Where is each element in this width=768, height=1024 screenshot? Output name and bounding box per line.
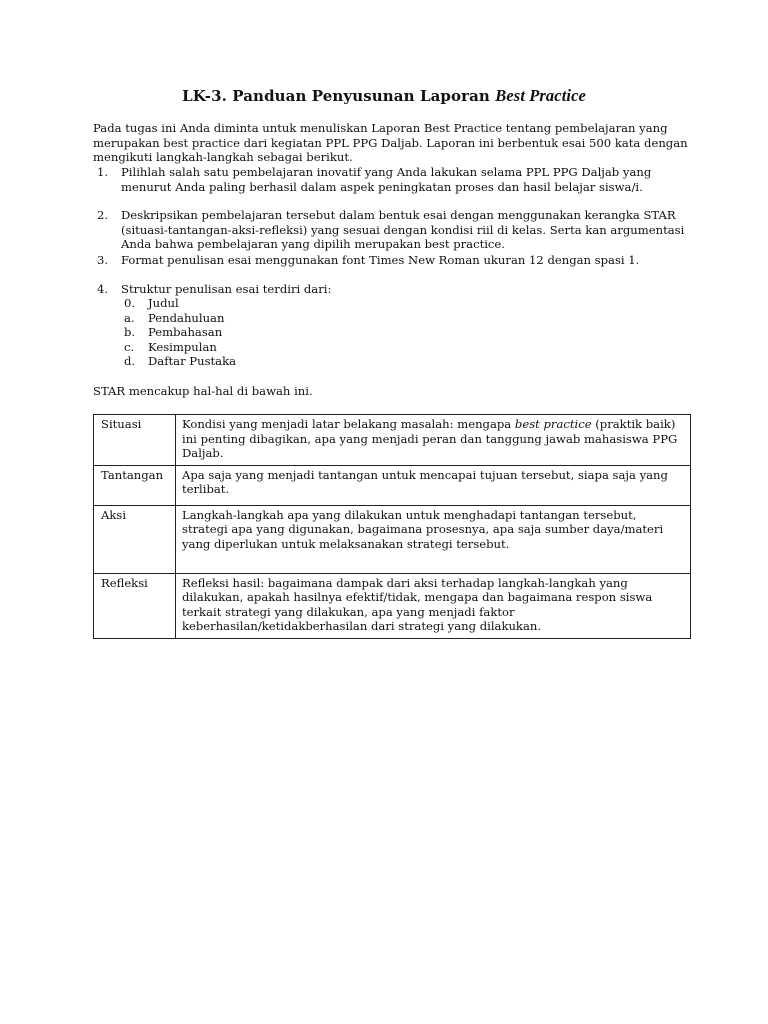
row-desc-post: (praktik baik) ini penting dibagikan, apa yang menjadi peran dan tanggung jawab mahasiswa PPG Daljab.: [182, 417, 678, 460]
row-desc: Apa saja yang menjadi tantangan untuk mencapai tujuan tersebut, siapa saja yang terlibat.: [176, 465, 691, 505]
structure-item: [122, 311, 236, 326]
row-desc: Refleksi hasil: bagaimana dampak dari aksi terhadap langkah-langkah yang dilakukan, apakah hasilnya efektif/tidak, mengapa dan bagaimana respon siswa terkait strategi yang dilakukan, apa yang menjadi faktor keberhasilan/ketidakberhasilan dari strategi yang dilakukan.: [176, 573, 691, 638]
step-text: Struktur penulisan esai terdiri dari:: [121, 282, 332, 296]
step-text: Deskripsikan pembelajaran tersebut dalam bentuk esai dengan menggunakan kerangka STAR (situasi-tantangan-aksi-refleksi) yang sesuai dengan kondisi riil di kelas. Serta kan argumentasi Anda bahwa pembelajaran yang dipilih merupakan best practice.: [121, 208, 685, 251]
row-key: Situasi: [94, 415, 176, 466]
structure-text: Judul: [148, 296, 179, 310]
step-number: 2.: [97, 208, 109, 222]
steps-list: [93, 282, 688, 297]
intro-paragraph: Pada tugas ini Anda diminta untuk menuliskan Laporan Best Practice tentang pembelajaran yang merupakan best practice dari kegiatan PPL PPG Daljab. Laporan ini berbentuk esai 500 kata dengan mengikuti langkah-langkah sebagai berikut.: [93, 121, 688, 164]
star-note: STAR mencakup hal-hal di bawah ini.: [93, 384, 313, 398]
steps-list: [93, 253, 688, 268]
step-item: [93, 165, 688, 194]
structure-text: Daftar Pustaka: [148, 354, 237, 369]
step-text: Format penulisan esai menggunakan font Times New Roman ukuran 12 dengan spasi 1.: [121, 253, 640, 267]
row-desc-italic: best practice: [514, 417, 592, 431]
step-text: Pilihlah salah satu pembelajaran inovatif yang Anda lakukan selama PPL PPG Daljab yang menurut Anda paling berhasil dalam aspek peningkatan proses dan hasil belajar siswa/i.: [121, 165, 652, 194]
steps-list: [93, 165, 688, 194]
row-desc: Langkah-langkah apa yang dilakukan untuk menghadapi tantangan tersebut, strategi apa yang digunakan, bagaimana prosesnya, apa saja sumber daya/materi yang diperlukan untuk melaksanakan strategi tersebut.: [176, 505, 691, 573]
structure-text: Kesimpulan: [148, 339, 217, 354]
structure-number: 0.: [124, 296, 136, 310]
table-row: [94, 573, 691, 638]
structure-number: b.: [124, 325, 136, 340]
structure-number: c.: [124, 339, 135, 354]
page-title: [0, 86, 768, 106]
table-row: [94, 415, 691, 466]
steps-list: [93, 208, 688, 252]
step-number: 1.: [97, 165, 109, 179]
structure-text: Pendahuluan: [148, 310, 225, 325]
row-key: Tantangan: [94, 465, 176, 505]
step-item: [93, 208, 688, 252]
star-table: [93, 414, 691, 639]
structure-number: a.: [124, 310, 135, 325]
structure-text: Pembahasan: [148, 325, 223, 340]
row-desc: [176, 415, 691, 466]
structure-item: [122, 325, 236, 340]
structure-item: [122, 340, 236, 355]
structure-list: [122, 296, 236, 369]
step-item: [93, 282, 688, 297]
row-desc-pre: Kondisi yang menjadi latar belakang masalah: mengapa: [182, 417, 515, 431]
row-key: Refleksi: [94, 573, 176, 638]
table-row: [94, 465, 691, 505]
structure-number: d.: [124, 354, 136, 369]
table-row: [94, 505, 691, 573]
step-number: 4.: [97, 282, 109, 296]
structure-item: [122, 354, 236, 369]
step-number: 3.: [97, 253, 109, 267]
title-italic: Best Practice: [495, 86, 586, 105]
structure-item: [122, 296, 236, 311]
title-main: LK-3. Panduan Penyusunan Laporan: [182, 87, 496, 105]
step-item: [93, 253, 688, 268]
row-key: Aksi: [94, 505, 176, 573]
